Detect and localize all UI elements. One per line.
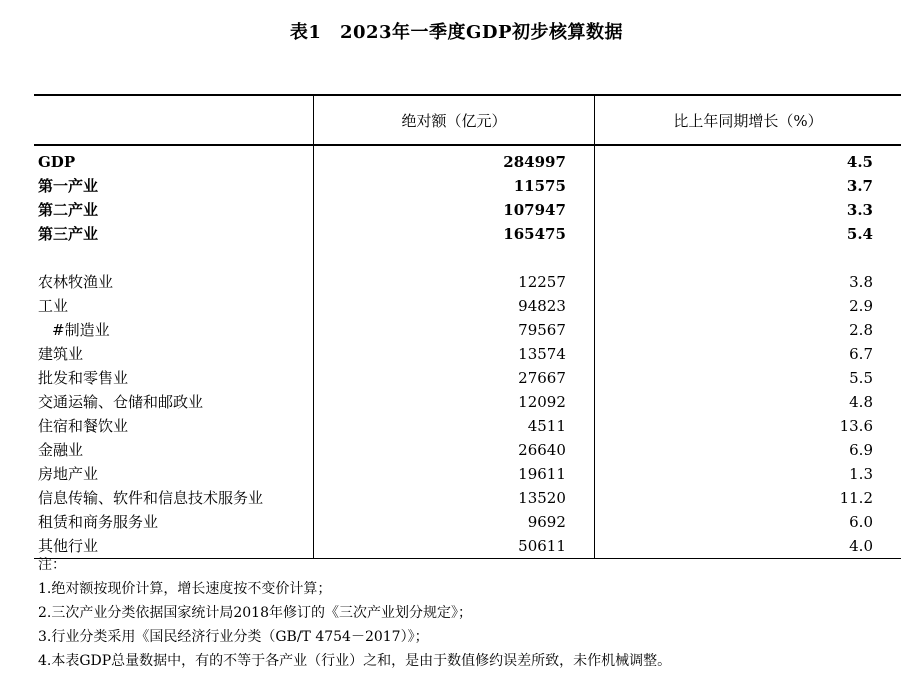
notes xyxy=(38,553,671,673)
row-name: 批发和零售业 xyxy=(38,369,129,387)
table-row xyxy=(34,438,901,462)
row-growth: 3.8 xyxy=(849,273,873,291)
table-row xyxy=(34,390,901,414)
table-row xyxy=(34,414,901,438)
row-name: 农林牧渔业 xyxy=(38,273,114,291)
row-growth: 6.9 xyxy=(849,441,873,459)
row-value: 19611 xyxy=(314,462,595,486)
row-name: 其他行业 xyxy=(34,534,314,559)
row-growth: 4.0 xyxy=(594,534,901,559)
note-item: 4.本表GDP总量数据中，有的不等于各产业（行业）之和，是由于数值修约误差所致，未作机械调整。 xyxy=(38,653,672,669)
note-heading: 注： xyxy=(38,557,66,573)
header-value: 绝对额（亿元） xyxy=(314,95,595,145)
row-name: 第二产业 xyxy=(38,201,99,219)
header-growth: 比上年同期增长（%） xyxy=(594,95,901,145)
row-growth: 3.3 xyxy=(846,201,873,219)
row-value: 107947 xyxy=(314,198,595,222)
row-growth: 4.8 xyxy=(849,393,873,411)
row-growth: 3.7 xyxy=(846,177,873,195)
row-name: GDP xyxy=(38,153,76,171)
spacer-row xyxy=(34,246,901,270)
row-value: 26640 xyxy=(314,438,595,462)
table-row xyxy=(34,198,901,222)
row-growth: 11.2 xyxy=(839,489,873,507)
row-name: 工业 xyxy=(38,297,69,315)
row-growth: 13.6 xyxy=(839,417,873,435)
row-name: 第一产业 xyxy=(38,177,99,195)
gdp-table xyxy=(34,94,901,559)
row-growth: 4.5 xyxy=(846,153,873,171)
row-name: 第三产业 xyxy=(38,225,99,243)
row-name: 租赁和商务服务业 xyxy=(38,513,159,531)
header-name xyxy=(34,95,314,145)
row-value: 165475 xyxy=(314,222,595,246)
table-row xyxy=(34,342,901,366)
row-name: 房地产业 xyxy=(38,465,99,483)
table-row xyxy=(34,294,901,318)
row-name: 建筑业 xyxy=(38,345,84,363)
row-name: #制造业 xyxy=(52,321,110,339)
row-value: 79567 xyxy=(314,318,595,342)
row-value: 12092 xyxy=(314,390,595,414)
row-growth: 2.8 xyxy=(849,321,873,339)
row-name: 信息传输、软件和信息技术服务业 xyxy=(38,489,264,507)
note-item: 3.行业分类采用《国民经济行业分类（GB/T 4754－2017）》； xyxy=(38,629,429,645)
row-growth: 5.4 xyxy=(846,225,873,243)
row-growth: 2.9 xyxy=(849,297,873,315)
row-growth: 5.5 xyxy=(849,369,873,387)
table-row xyxy=(34,486,901,510)
row-name: 住宿和餐饮业 xyxy=(38,417,129,435)
table-row xyxy=(34,270,901,294)
row-value: 9692 xyxy=(314,510,595,534)
row-value: 11575 xyxy=(314,174,595,198)
row-value: 94823 xyxy=(314,294,595,318)
row-value: 27667 xyxy=(314,366,595,390)
row-value: 12257 xyxy=(314,270,595,294)
row-value: 284997 xyxy=(314,145,595,174)
row-value: 50611 xyxy=(314,534,595,559)
row-value: 13520 xyxy=(314,486,595,510)
row-name: 金融业 xyxy=(38,441,84,459)
header-row xyxy=(34,95,901,145)
note-item: 2.三次产业分类依据国家统计局2018年修订的《三次产业划分规定》； xyxy=(38,605,472,621)
table-row xyxy=(34,366,901,390)
row-growth: 1.3 xyxy=(849,465,873,483)
row-name: 交通运输、仓储和邮政业 xyxy=(38,393,204,411)
table-row xyxy=(34,174,901,198)
table-row xyxy=(34,510,901,534)
table-title: 表1 2023年一季度GDP初步核算数据 xyxy=(289,22,624,43)
table-row xyxy=(34,222,901,246)
row-value: 13574 xyxy=(314,342,595,366)
table-row xyxy=(34,318,901,342)
table-row xyxy=(34,462,901,486)
row-growth: 6.0 xyxy=(849,513,873,531)
table-row xyxy=(34,145,901,174)
row-growth: 6.7 xyxy=(849,345,873,363)
note-item: 1.绝对额按现价计算，增长速度按不变价计算； xyxy=(38,581,332,597)
row-value: 4511 xyxy=(314,414,595,438)
